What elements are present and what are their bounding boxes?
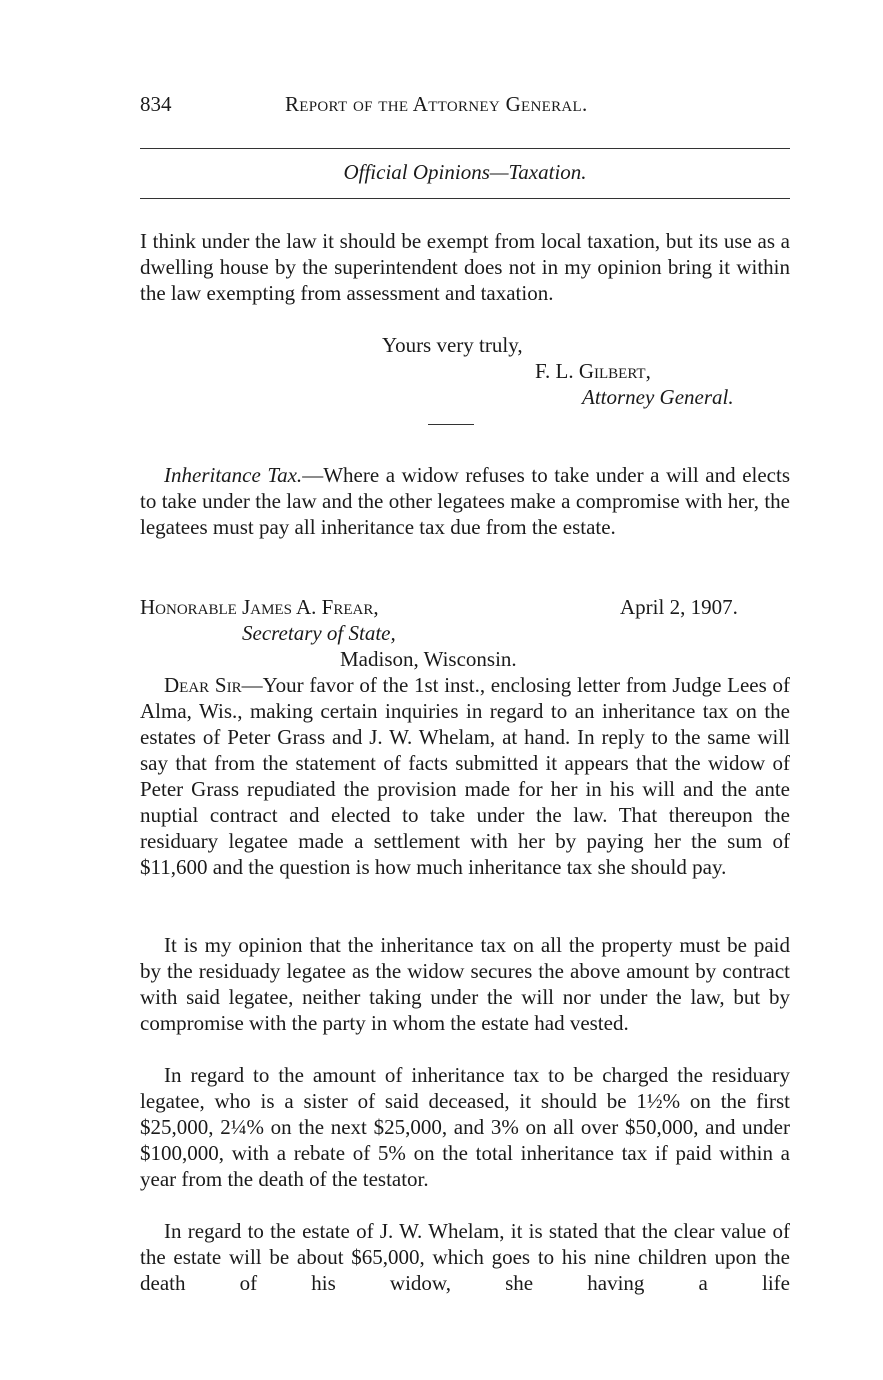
letter-paragraph-2: It is my opinion that the inheritance tax on all the property must be paid by the residuady legatee as the widow secures the above amount by contract with said legatee, neither taking under the will nor under the law, but by compromise with the party in whom the estate had vested. [140, 933, 790, 1035]
header-rule-top [140, 148, 790, 149]
opening-paragraph: I think under the law it should be exempt from local taxation, but its use as a dwelling house by the superintendent does not in my opinion bring it within the law exempting from assessment and taxation. [140, 229, 790, 305]
page-header [140, 92, 790, 122]
syllabus-paragraph [140, 462, 790, 540]
page-number: 834 [140, 92, 172, 116]
signature-closing: Yours very truly, [382, 333, 523, 357]
letter-paragraph-3: In regard to the amount of inheritance tax to be charged the residuary legatee, who is a sister of said deceased, it should be 1½% on the first $25,000, 2¼% on the next $25,000, and 3% on all over $50,000, and under $100,000, with a rebate of 5% on the total inheritance tax if paid within a year from the death of the testator. [140, 1063, 790, 1191]
letter-date: April 2, 1907. [620, 595, 738, 619]
letter-paragraph-1 [140, 672, 790, 880]
signature-name: F. L. Gilbert, [535, 359, 651, 383]
section-divider [428, 424, 474, 425]
running-title: Report of the Attorney General. [285, 92, 588, 116]
letter-paragraph-1-text: —Your favor of the 1st inst., enclosing letter from Judge Lees of Alma, Wis., making certain inquiries in regard to an inheritance tax on the estates of Peter Grass and J. W. Whelam, at hand. In reply to the same will say that from the statement of facts submitted it appears that the widow of Peter Grass repudiated the provision made for her in his will and the ante nuptial contract and elected to take under the law. That thereupon the residuary legatee made a settlement with her by paying her the sum of $11,600 and the question is how much inheritance tax she should pay. [140, 673, 790, 879]
section-title: Official Opinions—Taxation. [343, 160, 587, 184]
letter-paragraph-4: In regard to the estate of J. W. Whelam, it is stated that the clear value of the estate will be about $65,000, which goes to his nine children upon the death of his widow, she having a life [140, 1219, 790, 1295]
syllabus-text: —Where a widow refuses to take under a will and elects to take under the law and the other legatees make a compromise with her, the legatees must pay all inheritance tax due from the estate. [140, 463, 790, 539]
addressee-name: Honorable James A. Frear, [140, 595, 379, 619]
addressee-location: Madison, Wisconsin. [340, 647, 517, 671]
signature-title: Attorney General. [582, 385, 734, 409]
header-rule-bottom [140, 198, 790, 199]
addressee-office: Secretary of State, [242, 621, 396, 645]
syllabus-heading: Inheritance Tax. [164, 463, 303, 487]
salutation: Dear Sir [164, 673, 242, 697]
